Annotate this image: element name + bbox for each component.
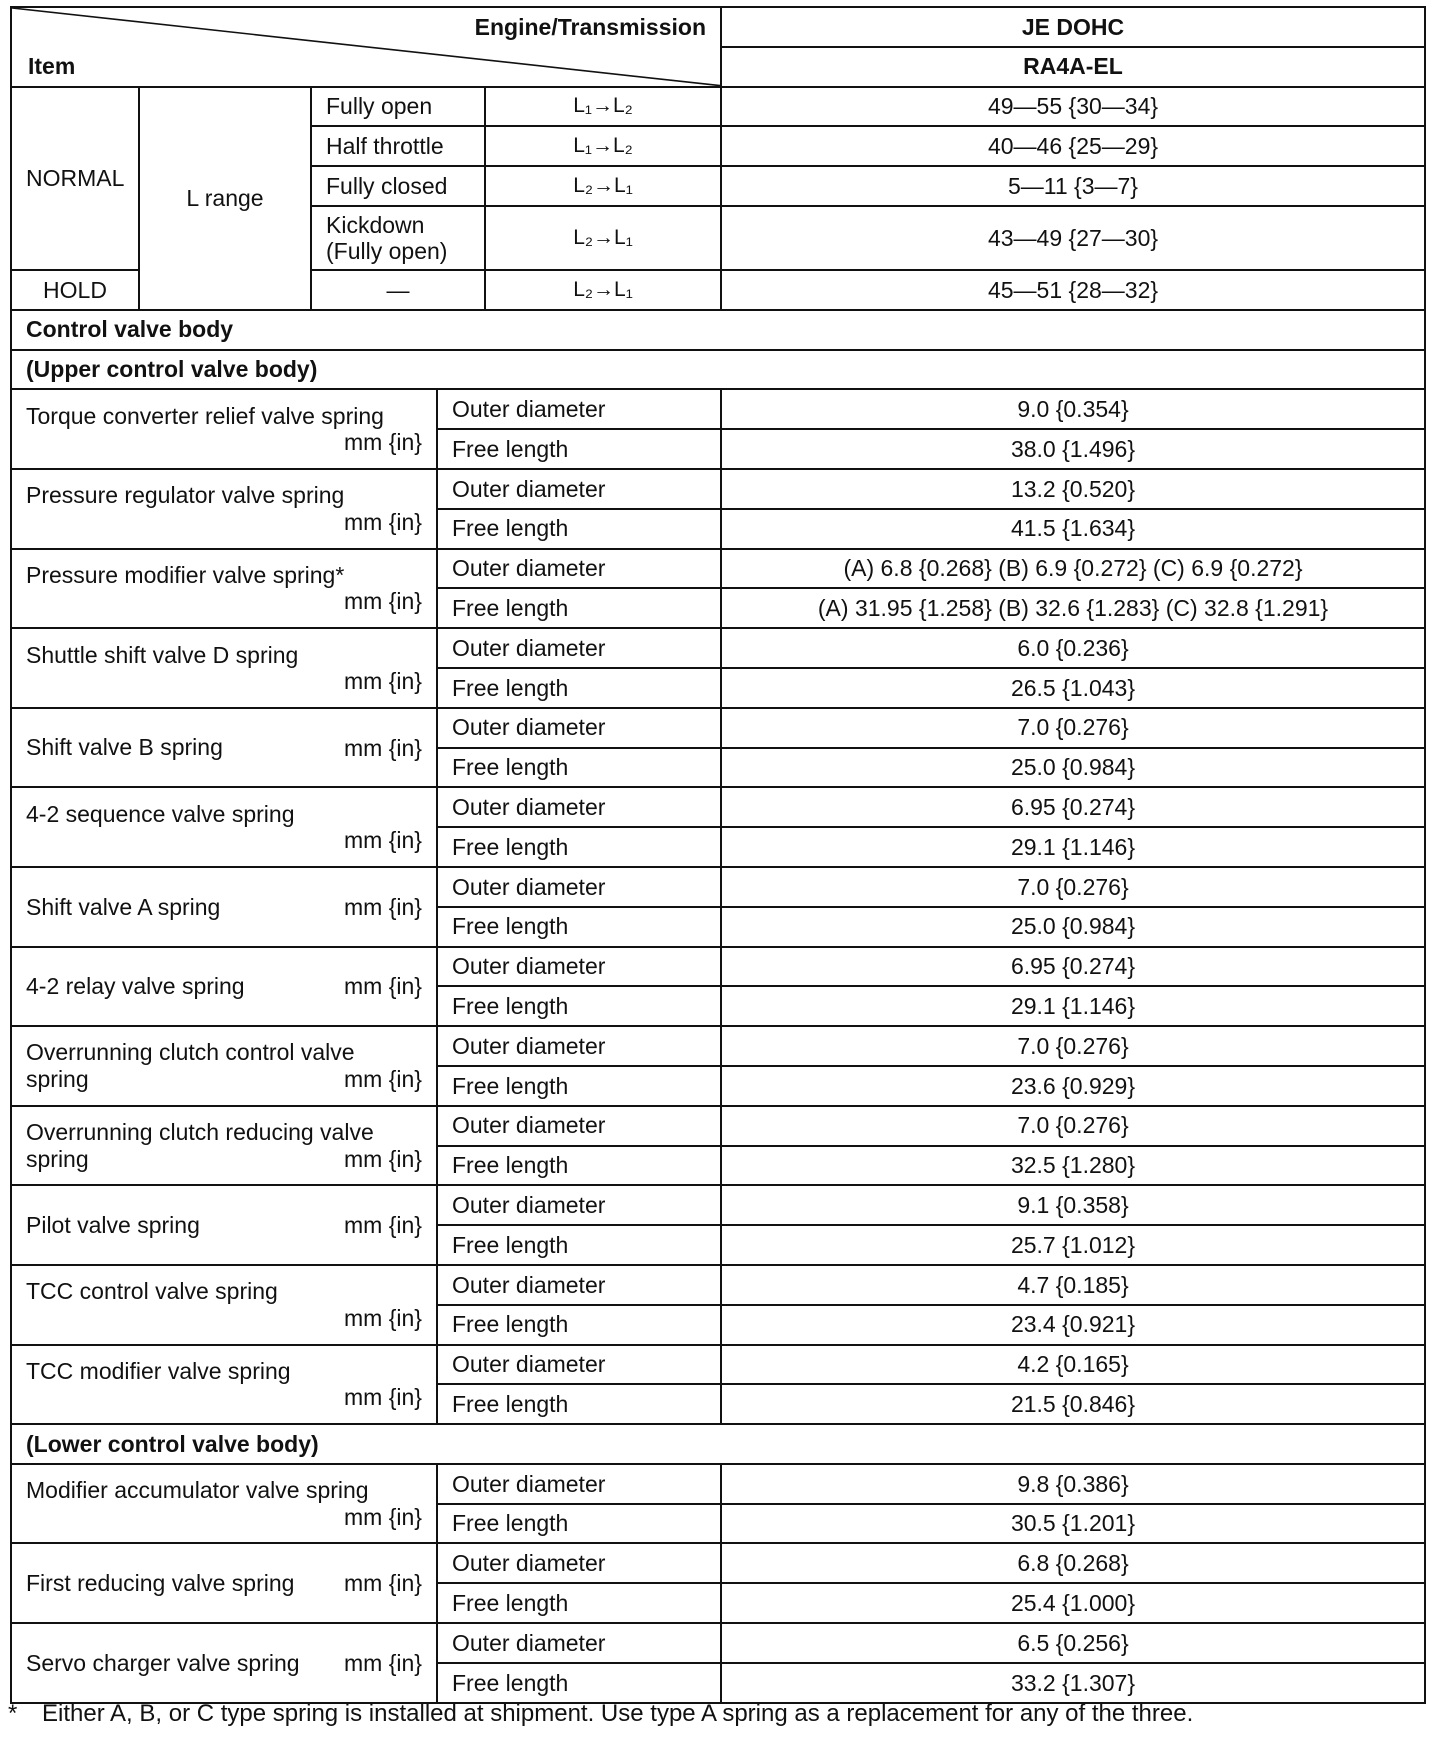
footnote-text: Either A, B, or C type spring is installed at shipment. Use type A spring as a replacement for any of the three. (42, 1700, 1194, 1727)
spring-unit: mm {in} (344, 1384, 422, 1411)
outer-diameter-label: Outer diameter (437, 1106, 721, 1146)
spring-name: First reducing valve spring (26, 1570, 295, 1597)
footnote (8, 1700, 1193, 1728)
control-valve-body-heading: Control valve body (11, 310, 1425, 350)
outer-diameter-value: 6.95 {0.274} (721, 787, 1425, 827)
spring-name-cell (11, 867, 437, 947)
spring-row (11, 628, 1425, 668)
spring-unit: mm {in} (344, 667, 422, 694)
spring-name-cell (11, 1543, 437, 1623)
lower-body-heading: (Lower control valve body) (11, 1424, 1425, 1464)
spring-name-line-1: Overrunning clutch control valve (26, 1039, 355, 1066)
free-length-value: 23.4 {0.921} (721, 1305, 1425, 1345)
outer-diameter-value: 7.0 {0.276} (721, 1106, 1425, 1146)
outer-diameter-value: 9.0 {0.354} (721, 389, 1425, 429)
outer-diameter-value: 6.0 {0.236} (721, 628, 1425, 668)
spring-name-cell (11, 947, 437, 1027)
free-length-value: 33.2 {1.307} (721, 1663, 1425, 1703)
spring-name-cell (11, 1345, 437, 1425)
spring-name: Shift valve B spring (26, 734, 223, 761)
free-length-label: Free length (437, 1504, 721, 1544)
spring-row (11, 389, 1425, 429)
free-length-label: Free length (437, 429, 721, 469)
shift-value: 45—51 {28—32} (721, 270, 1425, 310)
outer-diameter-label: Outer diameter (437, 1464, 721, 1504)
shift-cell: L₂→L₁ (485, 206, 721, 270)
throttle-cell: — (311, 270, 485, 310)
spring-name-cell (11, 1026, 437, 1106)
outer-diameter-label: Outer diameter (437, 1345, 721, 1385)
outer-diameter-label: Outer diameter (437, 867, 721, 907)
throttle-cell: Fully closed (311, 166, 485, 206)
shift-cell: L₂→L₁ (485, 270, 721, 310)
free-length-label: Free length (437, 748, 721, 788)
spring-name-cell (11, 1106, 437, 1186)
free-length-value: 30.5 {1.201} (721, 1504, 1425, 1544)
spring-name: TCC control valve spring (26, 1278, 278, 1305)
outer-diameter-value: 13.2 {0.520} (721, 469, 1425, 509)
outer-diameter-value: 7.0 {0.276} (721, 867, 1425, 907)
spring-name: 4-2 relay valve spring (26, 973, 245, 1000)
free-length-label: Free length (437, 1225, 721, 1265)
engine-transmission-label: Engine/Transmission (474, 14, 706, 40)
spring-name: TCC modifier valve spring (26, 1357, 291, 1384)
spring-unit: mm {in} (344, 827, 422, 854)
spring-name: Servo charger valve spring (26, 1649, 300, 1676)
spring-row (11, 469, 1425, 509)
outer-diameter-label: Outer diameter (437, 708, 721, 748)
free-length-value: 25.7 {1.012} (721, 1225, 1425, 1265)
shift-value: 43—49 {27—30} (721, 206, 1425, 270)
spring-name: Torque converter relief valve spring (26, 402, 384, 429)
spring-unit: mm {in} (344, 508, 422, 535)
spring-unit: mm {in} (344, 1145, 422, 1172)
free-length-value: 29.1 {1.146} (721, 827, 1425, 867)
free-length-label: Free length (437, 986, 721, 1026)
spring-row (11, 1185, 1425, 1225)
spring-row (11, 708, 1425, 748)
item-label: Item (28, 53, 76, 80)
spring-name: Pressure modifier valve spring* (26, 561, 345, 588)
free-length-label: Free length (437, 1583, 721, 1623)
spring-row (11, 1543, 1425, 1583)
spring-unit: mm {in} (344, 1304, 422, 1331)
shift-value: 5—11 {3—7} (721, 166, 1425, 206)
outer-diameter-label: Outer diameter (437, 787, 721, 827)
free-length-value: 21.5 {0.846} (721, 1384, 1425, 1424)
throttle-line-1: Kickdown (326, 211, 425, 238)
spring-unit: mm {in} (344, 429, 422, 456)
upper-springs (11, 389, 1425, 1424)
spring-name-cell (11, 1623, 437, 1703)
header-row-1 (11, 7, 1425, 47)
free-length-value: 32.5 {1.280} (721, 1146, 1425, 1186)
spring-row (11, 1464, 1425, 1504)
spring-unit: mm {in} (344, 1570, 422, 1597)
throttle-cell: Fully open (311, 87, 485, 127)
spring-row (11, 1345, 1425, 1385)
free-length-value: 25.0 {0.984} (721, 907, 1425, 947)
section-row (11, 310, 1425, 350)
spring-name-cell (11, 389, 437, 469)
outer-diameter-value: 6.8 {0.268} (721, 1543, 1425, 1583)
outer-diameter-label: Outer diameter (437, 1265, 721, 1305)
spring-unit: mm {in} (344, 588, 422, 615)
shift-cell: L₁→L₂ (485, 87, 721, 127)
spring-name: Modifier accumulator valve spring (26, 1477, 369, 1504)
outer-diameter-value: 6.95 {0.274} (721, 947, 1425, 987)
normal-label: NORMAL (11, 87, 139, 270)
free-length-value: 25.4 {1.000} (721, 1583, 1425, 1623)
outer-diameter-value: 4.2 {0.165} (721, 1345, 1425, 1385)
spring-row (11, 1106, 1425, 1146)
throttle-cell (311, 206, 485, 270)
outer-diameter-value: 6.5 {0.256} (721, 1623, 1425, 1663)
spring-unit: mm {in} (344, 1649, 422, 1676)
outer-diameter-label: Outer diameter (437, 947, 721, 987)
hold-label: HOLD (11, 270, 139, 310)
outer-diameter-label: Outer diameter (437, 469, 721, 509)
spring-name-cell (11, 469, 437, 549)
spring-name-cell (11, 549, 437, 629)
free-length-label: Free length (437, 1066, 721, 1106)
free-length-value: 29.1 {1.146} (721, 986, 1425, 1026)
l-range-label: L range (139, 87, 311, 310)
outer-diameter-value: 9.8 {0.386} (721, 1464, 1425, 1504)
shift-value: 40—46 {25—29} (721, 126, 1425, 166)
free-length-label: Free length (437, 1384, 721, 1424)
free-length-value: 25.0 {0.984} (721, 748, 1425, 788)
outer-diameter-label: Outer diameter (437, 389, 721, 429)
spring-name: 4-2 sequence valve spring (26, 800, 295, 827)
shift-value: 49—55 {30—34} (721, 87, 1425, 127)
spring-name-cell (11, 708, 437, 788)
spring-name: Shift valve A spring (26, 893, 221, 920)
spring-unit: mm {in} (344, 893, 422, 920)
spring-row (11, 1623, 1425, 1663)
outer-diameter-value: 7.0 {0.276} (721, 1026, 1425, 1066)
free-length-label: Free length (437, 827, 721, 867)
spring-row (11, 947, 1425, 987)
transmission-header: RA4A-EL (721, 47, 1425, 87)
spring-row (11, 1265, 1425, 1305)
outer-diameter-label: Outer diameter (437, 628, 721, 668)
spring-unit: mm {in} (344, 1065, 422, 1092)
spring-row (11, 1026, 1425, 1066)
free-length-label: Free length (437, 907, 721, 947)
spring-unit: mm {in} (344, 973, 422, 1000)
spring-name-cell (11, 1185, 437, 1265)
spring-row (11, 787, 1425, 827)
spring-unit: mm {in} (344, 1503, 422, 1530)
spring-row (11, 867, 1425, 907)
free-length-label: Free length (437, 1305, 721, 1345)
free-length-value: 38.0 {1.496} (721, 429, 1425, 469)
shift-cell: L₁→L₂ (485, 126, 721, 166)
spring-unit: mm {in} (344, 1211, 422, 1238)
outer-diameter-label: Outer diameter (437, 1026, 721, 1066)
spring-name-cell (11, 628, 437, 708)
shift-row (11, 87, 1425, 127)
free-length-label: Free length (437, 588, 721, 628)
spec-table (10, 6, 1426, 1704)
lower-springs (11, 1464, 1425, 1703)
free-length-label: Free length (437, 1663, 721, 1703)
spring-name-line-2: spring (26, 1145, 89, 1172)
free-length-value: 41.5 {1.634} (721, 509, 1425, 549)
outer-diameter-value: 9.1 {0.358} (721, 1185, 1425, 1225)
free-length-value: (A) 31.95 {1.258} (B) 32.6 {1.283} (C) 32.8 {1.291} (721, 588, 1425, 628)
spring-name-line-2: spring (26, 1065, 89, 1092)
spring-name: Shuttle shift valve D spring (26, 641, 299, 668)
outer-diameter-label: Outer diameter (437, 1623, 721, 1663)
spring-name-line-1: Overrunning clutch reducing valve (26, 1119, 374, 1146)
spring-row (11, 549, 1425, 589)
section-row (11, 1424, 1425, 1464)
outer-diameter-value: 4.7 {0.185} (721, 1265, 1425, 1305)
spring-unit: mm {in} (344, 734, 422, 761)
outer-diameter-label: Outer diameter (437, 1185, 721, 1225)
throttle-cell: Half throttle (311, 126, 485, 166)
free-length-label: Free length (437, 668, 721, 708)
outer-diameter-value: (A) 6.8 {0.268} (B) 6.9 {0.272} (C) 6.9 {0.272} (721, 549, 1425, 589)
free-length-label: Free length (437, 1146, 721, 1186)
free-length-value: 26.5 {1.043} (721, 668, 1425, 708)
spring-name: Pilot valve spring (26, 1211, 200, 1238)
section-row (11, 350, 1425, 390)
footnote-star: * (8, 1700, 18, 1727)
spring-name: Pressure regulator valve spring (26, 482, 345, 509)
upper-body-heading: (Upper control valve body) (11, 350, 1425, 390)
item-header-cell (11, 7, 721, 87)
spring-name-cell (11, 1265, 437, 1345)
spring-name-cell (11, 787, 437, 867)
throttle-line-2: (Fully open) (326, 237, 448, 264)
spring-name-cell (11, 1464, 437, 1544)
engine-header: JE DOHC (721, 7, 1425, 47)
shift-cell: L₂→L₁ (485, 166, 721, 206)
outer-diameter-value: 7.0 {0.276} (721, 708, 1425, 748)
outer-diameter-label: Outer diameter (437, 1543, 721, 1583)
free-length-value: 23.6 {0.929} (721, 1066, 1425, 1106)
outer-diameter-label: Outer diameter (437, 549, 721, 589)
free-length-label: Free length (437, 509, 721, 549)
